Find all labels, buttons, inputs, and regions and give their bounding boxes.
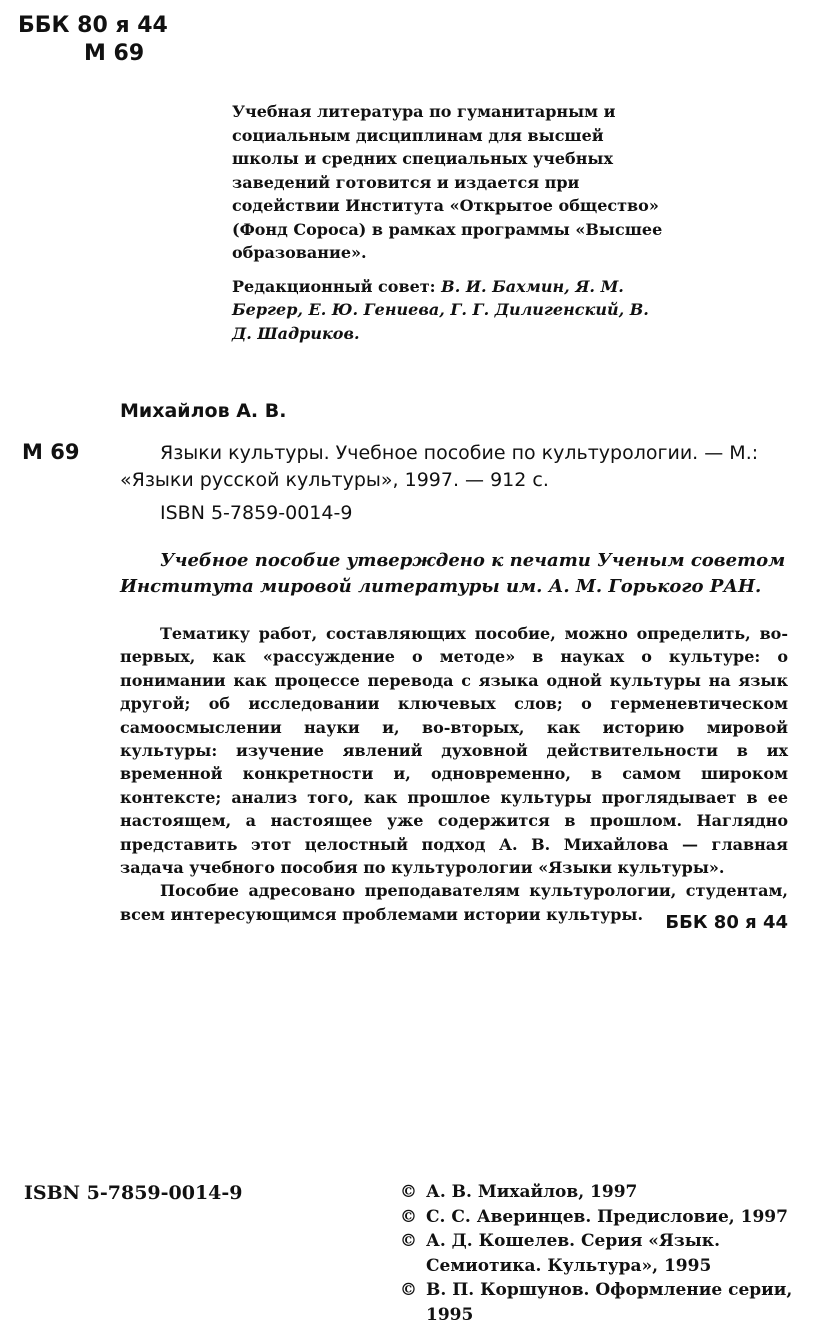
copyright-text: А. В. Михайлов, 1997: [426, 1182, 638, 1202]
annotation-paragraph-1: Тематику работ, составляющих пособие, можно определить, во-первых, как «рассуждение о методе» в науках о культуре: о понимании как процессе перевода с языка одной культуры на язык другой; об исследовании ключевых слов; о герменевтическом самоосмыслении науки и, во-вторых, как историю мировой культуры: изучение явлений духовной действительности в их временной конкретности и, одновременно, в самом широком контексте; анализ того, как прошлое культуры проглядывает в ее настоящем, а настоящее уже содержится в прошлом. Наглядно представить этот целостный подход А. В. Михайлова — главная задача учебного пособия по культурологии «Языки культуры».: [120, 624, 788, 878]
editorial-board: [232, 275, 672, 346]
copyright-icon: ©: [400, 1206, 417, 1227]
isbn-record: ISBN 5-7859-0014-9: [160, 502, 353, 524]
editorial-board-label: Редакционный совет:: [232, 276, 436, 296]
copyright-row: [400, 1229, 830, 1278]
copyright-icon: ©: [400, 1280, 417, 1300]
editorial-board-members: В. И. Бахмин, Я. М. Бергер, Е. Ю. Гениева, Г. Г. Дилигенский, В. Д. Шадриков.: [232, 276, 649, 343]
copyright-row: [400, 1278, 830, 1327]
copyright-row: [400, 1205, 830, 1230]
approval-note: [120, 548, 788, 600]
copyright-icon: ©: [400, 1231, 417, 1251]
bibliographic-description: [120, 440, 788, 494]
publication-notice: [232, 100, 672, 345]
author-heading: Михайлов А. В.: [120, 400, 287, 422]
copyright-block: [400, 1180, 830, 1327]
bbk-index-bottom: ББК 80 я 44: [665, 912, 788, 933]
isbn-footer: ISBN 5-7859-0014-9: [24, 1182, 243, 1204]
bbk-code: ББК 80 я 44: [18, 13, 168, 38]
copyright-text: С. С. Аверинцев. Предисловие, 1997: [426, 1206, 788, 1227]
title-line: Языки культуры. Учебное пособие по культурологии. — М.: «Языки русской культуры», 1997. — 912 с.: [120, 442, 759, 491]
bbk-index-top: [18, 12, 168, 68]
notice-text: Учебная литература по гуманитарным и социальным дисциплинам для высшей школы и средних специальных учебных заведений готовится и издается при содействии Института «Открытое общество» (Фонд Сороса) в рамках программы «Высшее образование».: [232, 102, 663, 262]
approval-text: Учебное пособие утверждено к печати Ученым советом Института мировой литературы им. А. М. Горького РАН.: [120, 550, 786, 597]
catalog-code: М 69: [22, 440, 80, 464]
copyright-text: А. Д. Кошелев. Серия «Язык. Семиотика. Культура», 1995: [426, 1231, 720, 1276]
author-mark: М 69: [84, 41, 145, 66]
copyright-icon: ©: [400, 1182, 417, 1202]
copyright-text: В. П. Коршунов. Оформление серии, 1995: [426, 1280, 793, 1325]
annotation-paragraph-2: Пособие адресовано преподавателям культурологии, студентам, всем интересующимся проблемами истории культуры.: [120, 881, 788, 924]
copyright-row: [400, 1180, 830, 1205]
annotation: [120, 622, 788, 926]
